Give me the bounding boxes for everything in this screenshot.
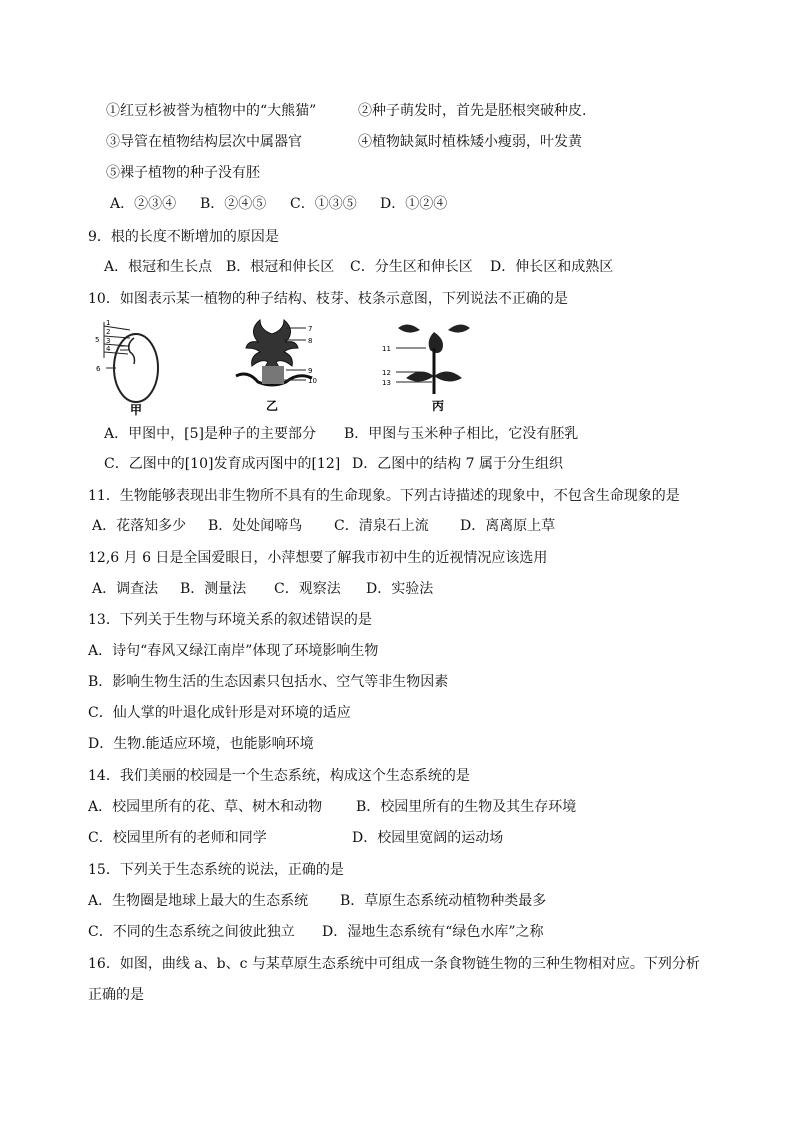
q10-option-a: A．甲图中，[5]是种子的主要部分 [104, 426, 316, 442]
q10-stem: 10．如图表示某一植物的种子结构、枝芽、枝条示意图，下列说法不正确的是 [88, 291, 568, 307]
q8-option-a: A．②③④ [110, 196, 177, 212]
q10-option-d: D．乙图中的结构 7 属于分生组织 [352, 456, 564, 472]
q9-option-c: C．分生区和伸长区 [350, 259, 473, 275]
q11-option-d: D．离离原上草 [460, 518, 556, 534]
q8-statement-1: ①红豆杉被誉为植物中的“大熊猫” [106, 103, 317, 119]
label-7: 7 [308, 325, 313, 333]
q10-option-b: B．甲图与玉米种子相比，它没有胚乳 [344, 426, 579, 442]
label-2: 2 [106, 328, 111, 336]
q14-option-b: B．校园里所有的生物及其生存环境 [356, 799, 577, 815]
q15-option-c: C．不同的生态系统之间彼此独立 [88, 924, 295, 940]
branch-bud-figure [228, 318, 328, 418]
label-12: 12 [382, 369, 391, 377]
q8-option-b: B．②④⑤ [200, 196, 267, 212]
q13-option-d: D．生物.能适应环境，也能影响环境 [88, 736, 314, 752]
label-8: 8 [308, 337, 313, 345]
q11-option-a: A．花落知多少 [92, 518, 187, 534]
q8-statement-5: ⑤裸子植物的种子没有胚 [106, 165, 260, 181]
q11-option-b: B．处处闻啼鸟 [208, 518, 303, 534]
fig-label-yi: 乙 [266, 399, 279, 413]
q13-option-b: B．影响生物生活的生态因素只包括水、空气等非生物因素 [88, 674, 449, 690]
q15-stem: 15．下列关于生态系统的说法，正确的是 [88, 862, 344, 878]
q11-stem: 11．生物能够表现出非生物所不具有的生命现象。下列古诗描述的现象中，不包含生命现象的是 [88, 488, 680, 504]
q15-option-d: D．湿地生态系统有“绿色水库”之称 [322, 924, 544, 940]
q14-option-c: C．校园里所有的老师和同学 [88, 830, 267, 846]
q12-option-a: A．调查法 [92, 581, 159, 597]
q11-option-c: C．清泉石上流 [334, 518, 429, 534]
q10-option-c: C．乙图中的[10]发育成丙图中的[12] [104, 456, 341, 472]
q12-option-c: C．观察法 [274, 581, 341, 597]
q9-stem: 9．根的长度不断增加的原因是 [88, 229, 279, 245]
q14-stem: 14．我们美丽的校园是一个生态系统，构成这个生态系统的是 [88, 768, 470, 784]
q13-option-c: C．仙人掌的叶退化成针形是对环境的适应 [88, 705, 351, 721]
q9-option-b: B．根冠和伸长区 [226, 259, 335, 275]
q16-stem-line-2: 正确的是 [88, 987, 144, 1003]
q9-option-d: D．伸长区和成熟区 [490, 259, 614, 275]
label-1: 1 [106, 319, 111, 327]
q9-option-a: A．根冠和生长点 [104, 259, 213, 275]
q8-statement-2: ②种子萌发时，首先是胚根突破种皮. [358, 103, 587, 119]
q13-option-a: A．诗句“春风又绿江南岸”体现了环境影响生物 [88, 643, 379, 659]
q8-option-c: C．①③⑤ [290, 196, 357, 212]
fig-label-bing: 丙 [432, 399, 445, 413]
label-13: 13 [382, 379, 391, 387]
label-10: 10 [308, 377, 317, 385]
q12-option-b: B．测量法 [180, 581, 247, 597]
q15-option-b: B．草原生态系统动植物种类最多 [340, 893, 547, 909]
label-11: 11 [382, 345, 391, 353]
q14-option-d: D．校园里宽阔的运动场 [352, 830, 504, 846]
q15-option-a: A．生物圈是地球上最大的生态系统 [88, 893, 309, 909]
q16-stem-line-1: 16．如图，曲线 a、b、c 与某草原生态系统中可组成一条食物链生物的三种生物相对应。下列分析 [88, 956, 700, 972]
q8-statement-3: ③导管在植物结构层次中属器官 [106, 134, 302, 150]
branch-figure [380, 318, 490, 418]
q13-stem: 13．下列关于生物与环境关系的叙述错误的是 [88, 612, 372, 628]
q14-option-a: A．校园里所有的花、草、树木和动物 [88, 799, 323, 815]
q8-option-d: D．①②④ [380, 196, 448, 212]
label-4: 4 [106, 345, 111, 353]
fig-label-jia: 甲 [130, 403, 143, 417]
seed-structure-figure [94, 318, 164, 418]
label-5: 5 [95, 336, 100, 344]
q12-stem: 12,6 月 6 日是全国爱眼日，小萍想要了解我市初中生的近视情况应该选用 [88, 550, 548, 566]
label-6: 6 [96, 365, 101, 373]
label-9: 9 [308, 367, 313, 375]
q12-option-d: D．实验法 [366, 581, 434, 597]
q8-statement-4: ④植物缺氮时植株矮小瘦弱，叶发黄 [358, 134, 582, 150]
label-3: 3 [106, 337, 111, 345]
